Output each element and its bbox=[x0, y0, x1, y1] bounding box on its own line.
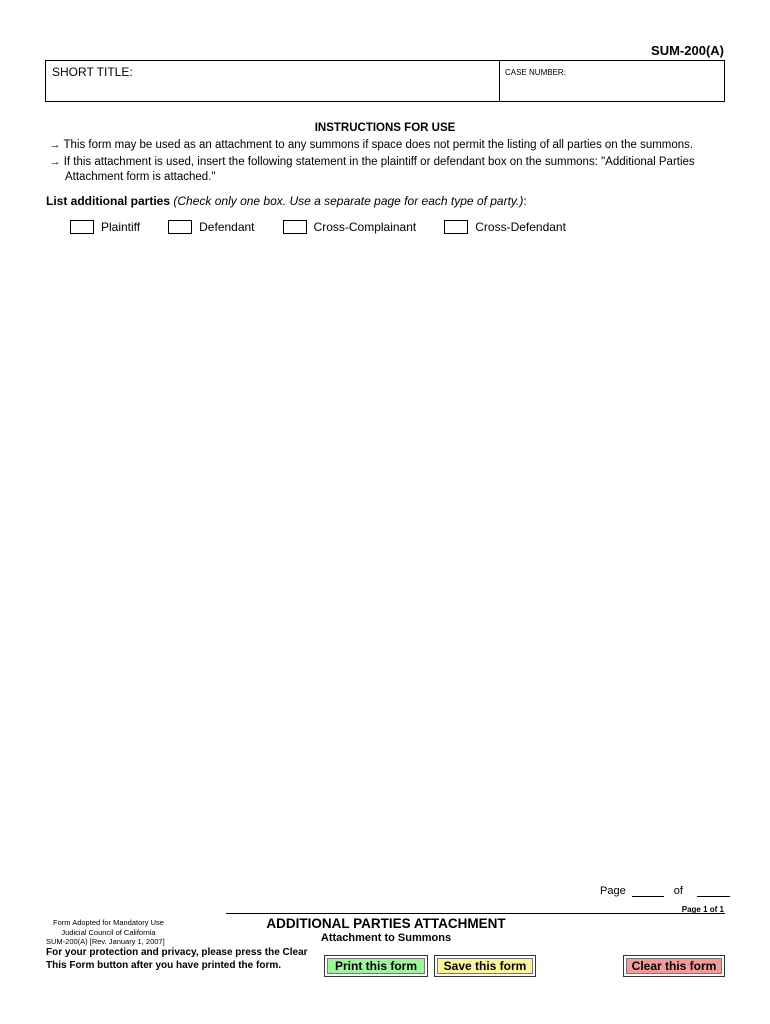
short-title-input[interactable] bbox=[52, 81, 471, 93]
party-option-plaintiff[interactable] bbox=[70, 220, 140, 234]
arrow-right-icon: → bbox=[49, 139, 61, 151]
instruction-item-1 bbox=[49, 138, 693, 153]
party-type-options bbox=[70, 220, 594, 234]
plaintiff-checkbox[interactable] bbox=[70, 220, 94, 234]
party-option-cross-defendant[interactable] bbox=[444, 220, 566, 234]
list-parties-label: List additional parties bbox=[46, 194, 171, 208]
page-total-input[interactable] bbox=[697, 884, 730, 897]
of-label: of bbox=[673, 885, 683, 897]
defendant-label: Defendant bbox=[199, 220, 255, 234]
instruction-text-1: This form may be used as an attachment to any summons if space does not permit the listing of all parties on the summons. bbox=[63, 139, 694, 151]
form-adoption-info bbox=[46, 918, 171, 947]
page-of-total: Page 1 of 1 bbox=[681, 905, 724, 914]
clear-form-button[interactable]: Clear this form bbox=[623, 955, 725, 977]
form-subtitle: Attachment to Summons bbox=[320, 932, 452, 944]
adopted-line-1: Form Adopted for Mandatory Use bbox=[53, 918, 164, 927]
party-option-cross-complainant[interactable] bbox=[283, 220, 417, 234]
cross-defendant-checkbox[interactable] bbox=[444, 220, 468, 234]
list-parties-colon: : bbox=[523, 194, 527, 208]
party-option-defendant[interactable] bbox=[168, 220, 254, 234]
print-form-button[interactable]: Print this form bbox=[324, 955, 428, 977]
page-number-input[interactable] bbox=[632, 884, 664, 897]
form-revision: SUM-200(A) [Rev. January 1, 2007] bbox=[46, 937, 165, 946]
instruction-text-2a: If this attachment is used, insert the following statement in the plaintiff or defendant box on the summons: "Additional Parties bbox=[63, 156, 695, 168]
save-form-button[interactable]: Save this form bbox=[434, 955, 536, 977]
case-number-label: CASE NUMBER: bbox=[505, 68, 566, 77]
short-title-label: SHORT TITLE: bbox=[52, 65, 133, 79]
footer-divider bbox=[226, 913, 725, 914]
form-title: ADDITIONAL PARTIES ATTACHMENT bbox=[266, 916, 506, 931]
short-title-cell bbox=[46, 61, 500, 101]
page-number-fields bbox=[600, 884, 730, 897]
plaintiff-label: Plaintiff bbox=[101, 220, 141, 234]
defendant-checkbox[interactable] bbox=[168, 220, 192, 234]
case-number-cell bbox=[500, 61, 724, 101]
adopted-line-2: Judicial Council of California bbox=[61, 927, 156, 937]
privacy-line-2: This Form button after you have printed the form. bbox=[46, 960, 282, 971]
page-label: Page bbox=[600, 885, 626, 897]
list-parties-note: (Check only one box. Use a separate page for each type of party.) bbox=[173, 194, 524, 208]
privacy-line-1: For your protection and privacy, please press the Clear bbox=[46, 947, 308, 958]
cross-defendant-label: Cross-Defendant bbox=[475, 220, 566, 234]
case-number-input[interactable] bbox=[505, 79, 708, 91]
form-code: SUM-200(A) bbox=[651, 43, 724, 58]
privacy-note bbox=[46, 946, 316, 972]
list-parties-heading bbox=[46, 194, 527, 208]
cross-complainant-label: Cross-Complainant bbox=[313, 220, 417, 234]
header-box bbox=[45, 60, 725, 102]
arrow-right-icon: → bbox=[49, 156, 61, 168]
instruction-item-2 bbox=[49, 155, 729, 185]
instructions-title: INSTRUCTIONS FOR USE bbox=[314, 122, 456, 134]
instruction-text-2b: Attachment form is attached." bbox=[65, 171, 216, 183]
cross-complainant-checkbox[interactable] bbox=[283, 220, 307, 234]
